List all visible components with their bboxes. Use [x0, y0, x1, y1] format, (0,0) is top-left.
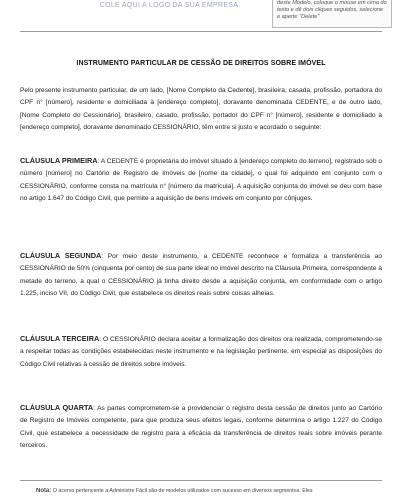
- clause-second-heading: CLÁUSULA SEGUNDA: [20, 251, 102, 260]
- clause-third-text: : O CESSIONÁRIO declara aceitar a formalização dos direitos ora realizada, comprometendo-se a respeitar todas as condições estabelecidas neste instrumento e na legislação pertinente, em especial as disposições do Código Civil relativas à cessão de direitos sobre imóveis.: [20, 336, 382, 368]
- clause-fourth-text: : As partes comprometem-se a providenciar o registro desta cessão de direitos junto ao Cartório de Registro de Imóveis competente, para que produza seus efeitos legais, conforme determina o artigo 1.227 do Código Civil, que estabelece a necessidade de registro para a eficácia da transferência de direitos reais sobre imóveis perante terceiros.: [20, 405, 382, 449]
- footer-note-text: O acervo pertencente a Administre Fácil são de modelos utilizados com sucesso em diversos segmentos. Eles: [52, 488, 313, 494]
- clause-first-heading: CLÁUSULA PRIMEIRA: [20, 156, 98, 165]
- clause-third-heading: CLÁUSULA TERCEIRA: [20, 334, 100, 343]
- footer-divider: [20, 480, 382, 481]
- clause-second: [20, 250, 382, 300]
- footer-note-label: Nota:: [36, 488, 52, 494]
- instruction-hint-box: deste Modelo, coloque o mouse em cima do texto e dê dois cliques seguidos, selecione e aperte "Delete": [272, 0, 392, 28]
- clause-fourth: [20, 402, 382, 452]
- clause-first-text: : A CEDENTE é proprietária do imóvel situado à [endereço completo do terreno], registrado sob o número [número] no Cartório de Registro de Imóveis de [nome da cidade], o qual foi adquirido em conjunto com o CESSIONÁRIO, conforme consta na matrícula n° [número da matrícula]. A aquisição conjunta do imóvel se deu com base no artigo 1.647 do Código Civil, que permite a aquisição de bens imóveis em conjunto por cônjuges.: [20, 158, 382, 202]
- intro-paragraph: Pelo presente instrumento particular, de um lado, [Nome Completo da Cedente], brasileira, casada, profissão, portadora do CPF n° [número], residente e domiciliada à [endereço completo], doravante denominada CEDENTE, e de outro lado, [Nome Completo do Cessionário], brasileiro, casado, profissão, portador do CPF n° [número], residente e domiciliado à [endereço completo], doravante denominado CESSIONÁRIO, têm entre si justo e acordado o seguinte:: [20, 87, 382, 131]
- document-title: INSTRUMENTO PARTICULAR DE CESSÃO DE DIREITOS SOBRE IMÓVEL: [76, 60, 326, 67]
- logo-placeholder[interactable]: COLE AQUI A LOGO DA SUA EMPRESA: [99, 2, 239, 9]
- footer-note: [36, 488, 400, 494]
- clause-fourth-heading: CLÁUSULA QUARTA: [20, 403, 94, 412]
- clause-first: [20, 155, 382, 205]
- clause-third: [20, 333, 382, 371]
- clause-second-text: : Por meio deste instrumento, a CEDENTE reconhece e formaliza a transferência ao CESSIONÁRIO de 50% (cinquenta por cento) de sua parte ideal no imóvel descrito na Cláusula Primeira, correspondente à metade do terreno, a qual o CESSIONÁRIO já tinha direito desde a aquisição conjunta, em conformidade com o artigo 1.225, inciso VII, do Código Civil, que estabelece os direitos reais sobre coisas alheias.: [20, 253, 383, 297]
- header-divider: [20, 31, 382, 32]
